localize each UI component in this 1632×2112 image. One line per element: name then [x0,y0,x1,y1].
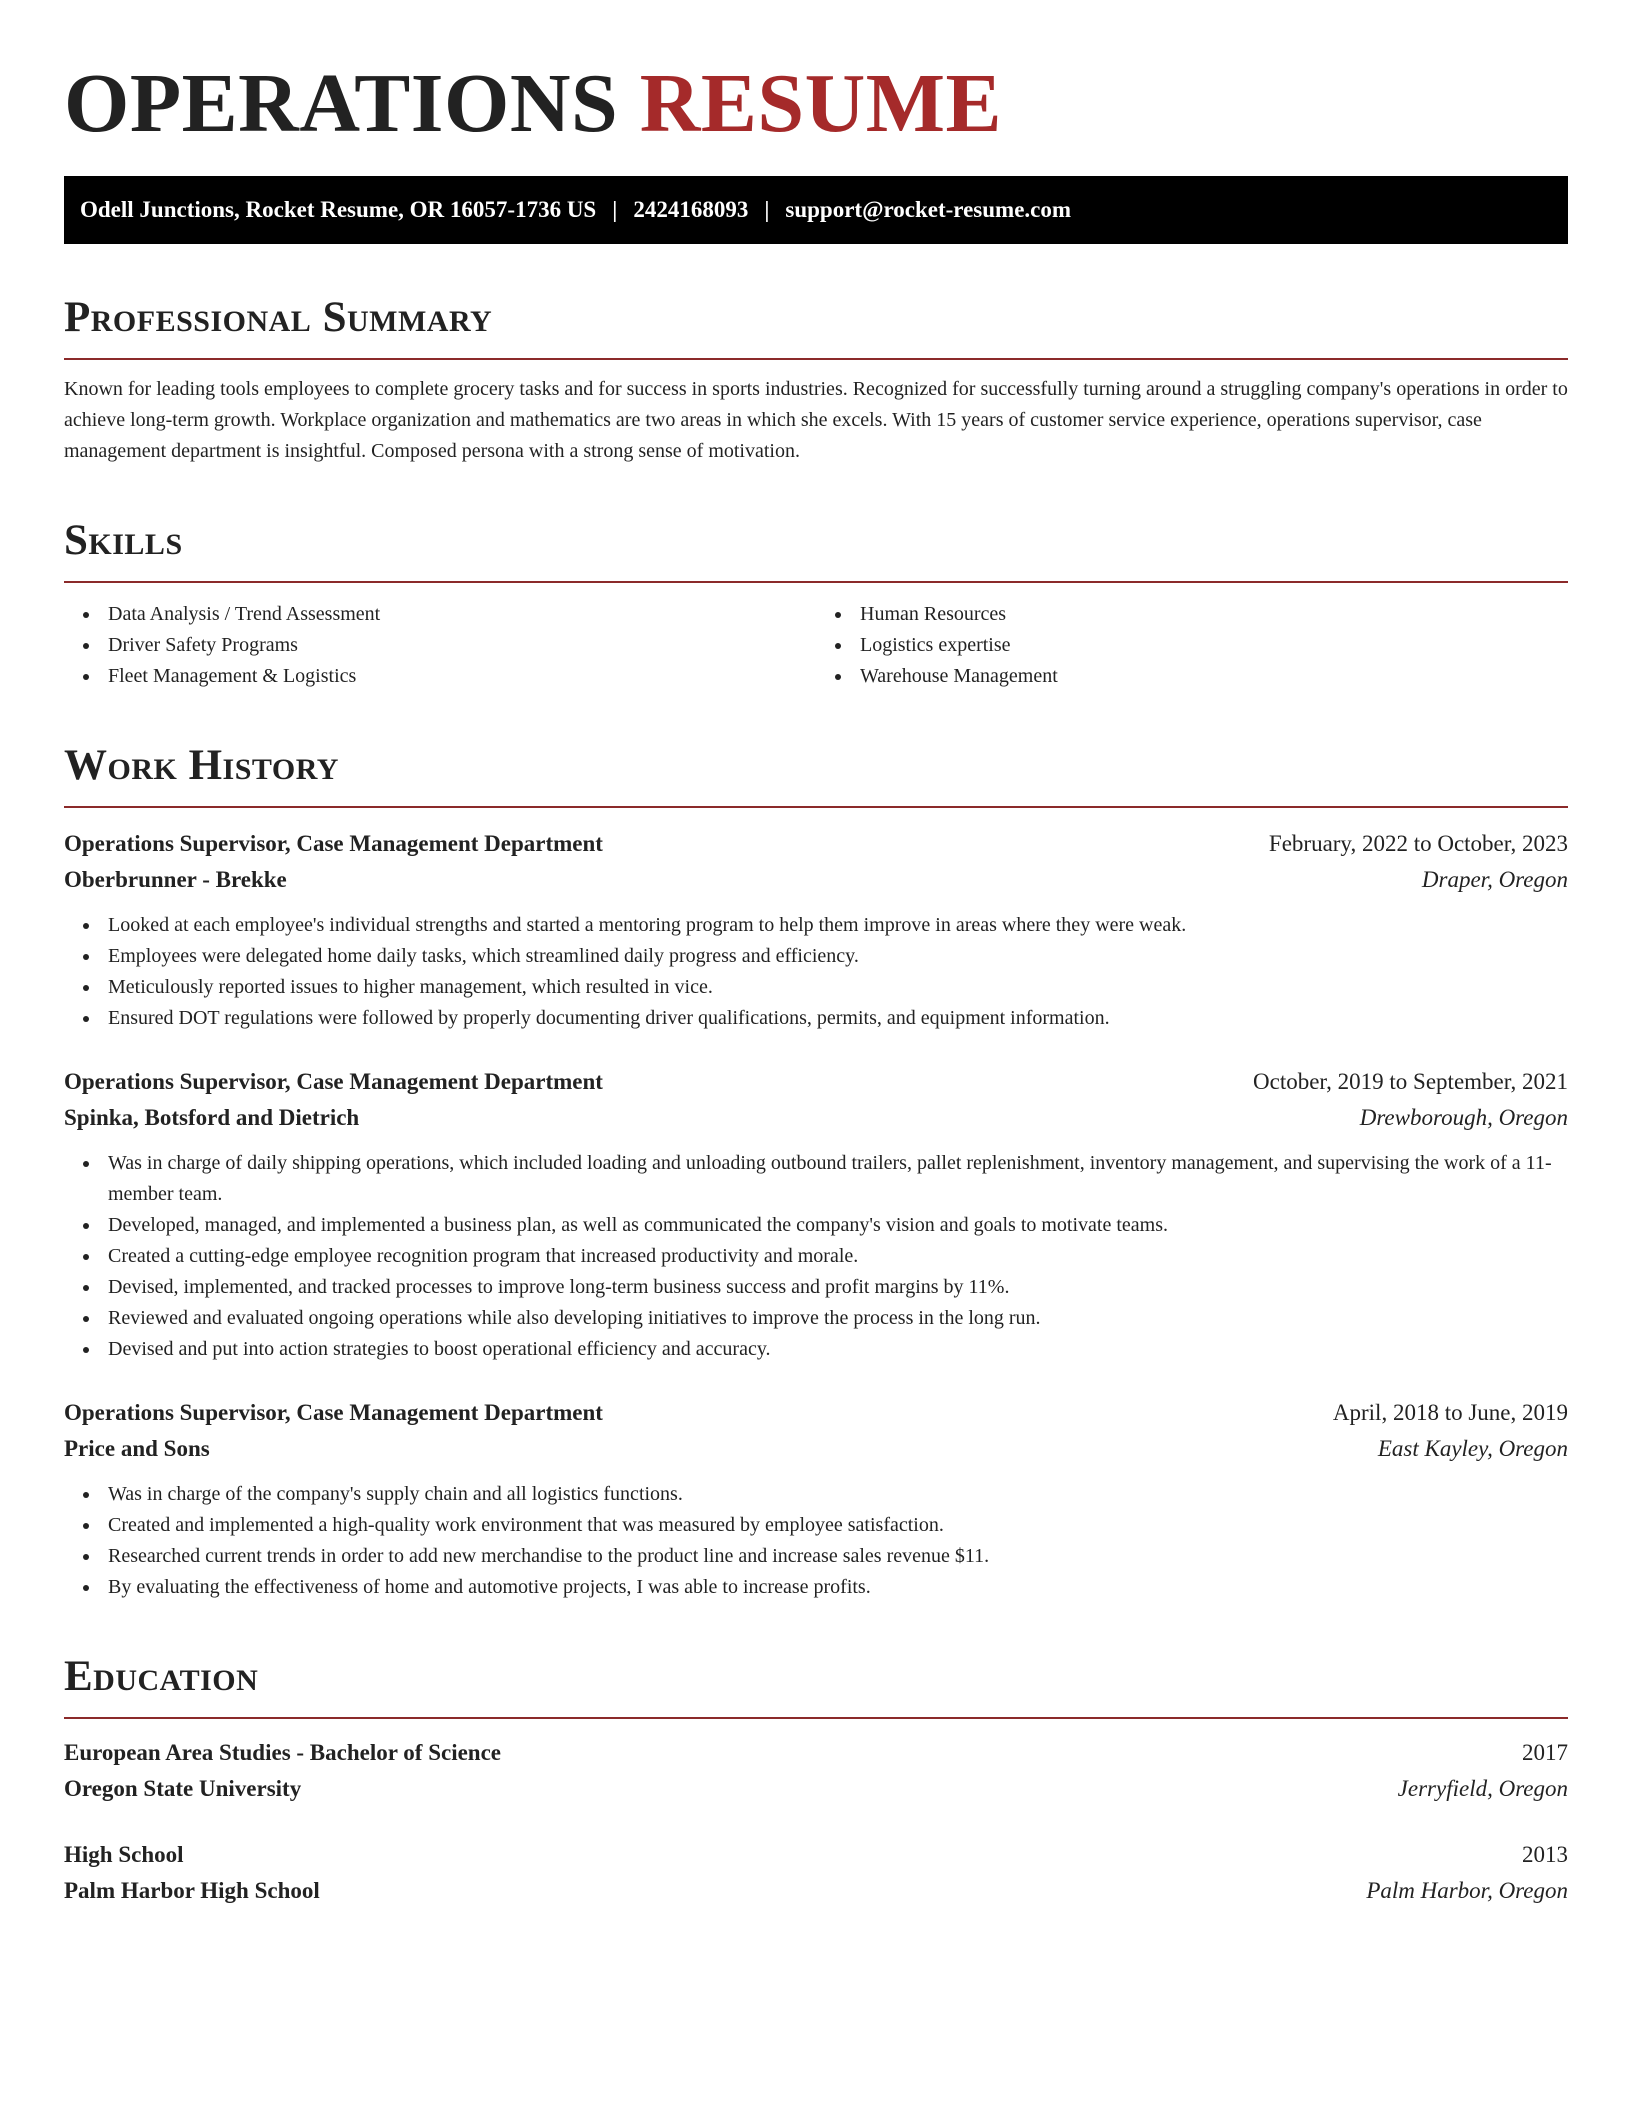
section-title-education: Education [64,1653,259,1700]
education-degree: European Area Studies - Bachelor of Science [64,1740,501,1765]
job-bullet: By evaluating the effectiveness of home and automotive projects, I was able to increase profits. [64,1572,1568,1603]
summary-section [64,292,1568,467]
work-history-section [64,740,1568,1603]
job-company-row [64,862,1568,898]
education-entry [64,1837,1568,1909]
skill-item: Logistics expertise [816,630,1568,661]
job-company: Spinka, Botsford and Dietrich [64,1105,360,1130]
education-location: Jerryfield, Oregon [1397,1776,1568,1801]
section-divider [64,358,1568,360]
section-divider [64,1717,1568,1719]
resume-title-second: RESUME [639,57,1003,150]
contact-separator: | [764,197,770,222]
job-location: Drewborough, Oregon [1359,1105,1568,1130]
contact-email: support@rocket-resume.com [785,197,1072,222]
job-dates: October, 2019 to September, 2021 [1253,1069,1568,1094]
job-header-row [64,826,1568,862]
contact-separator: | [612,197,618,222]
resume-title [64,56,1568,152]
job-entry [64,1064,1568,1365]
job-title: Operations Supervisor, Case Management Department [64,1400,603,1425]
job-bullets [64,1479,1568,1603]
job-bullet: Ensured DOT regulations were followed by properly documenting driver qualifications, permits, and equipment information. [64,1003,1568,1034]
job-bullet: Was in charge of daily shipping operations, which included loading and unloading outbound trailers, pallet replenishment, inventory management, and supervising the work of a 11-member team. [64,1148,1568,1210]
section-divider [64,581,1568,583]
section-title-work-history: Work History [64,742,339,789]
job-company: Price and Sons [64,1436,210,1461]
job-bullet: Developed, managed, and implemented a business plan, as well as communicated the company's vision and goals to motivate teams. [64,1210,1568,1241]
job-company-row [64,1431,1568,1467]
skills-section [64,515,1568,692]
job-bullet: Created and implemented a high-quality work environment that was measured by employee satisfaction. [64,1510,1568,1541]
section-title-skills: Skills [64,517,183,564]
education-degree-row [64,1735,1568,1771]
skill-item: Warehouse Management [816,661,1568,692]
skills-column-right [816,599,1568,692]
job-bullet: Employees were delegated home daily tasks, which streamlined daily progress and efficiency. [64,941,1568,972]
skills-column-left [64,599,816,692]
job-location: East Kayley, Oregon [1377,1436,1568,1461]
education-degree-row [64,1837,1568,1873]
skills-grid [64,599,1568,692]
job-entry [64,1395,1568,1603]
job-location: Draper, Oregon [1421,867,1568,892]
job-company: Oberbrunner - Brekke [64,867,287,892]
skill-item: Data Analysis / Trend Assessment [64,599,816,630]
job-bullet: Created a cutting-edge employee recognition program that increased productivity and morale. [64,1241,1568,1272]
education-location: Palm Harbor, Oregon [1366,1878,1568,1903]
job-dates: April, 2018 to June, 2019 [1332,1400,1568,1425]
job-header-row [64,1395,1568,1431]
job-bullets [64,1148,1568,1365]
job-company-row [64,1100,1568,1136]
contact-address: Odell Junctions, Rocket Resume, OR 16057-1736 US [80,197,597,222]
job-bullet: Was in charge of the company's supply chain and all logistics functions. [64,1479,1568,1510]
job-dates: February, 2022 to October, 2023 [1268,831,1568,856]
job-bullet: Devised and put into action strategies to boost operational efficiency and accuracy. [64,1334,1568,1365]
education-section [64,1651,1568,1909]
education-entry [64,1735,1568,1807]
skill-item: Fleet Management & Logistics [64,661,816,692]
resume-title-first: OPERATIONS [64,57,619,150]
job-bullets [64,910,1568,1034]
education-degree: High School [64,1842,184,1867]
education-year: 2013 [1522,1842,1568,1867]
job-bullet: Devised, implemented, and tracked processes to improve long-term business success and profit margins by 11%. [64,1272,1568,1303]
education-school-row [64,1771,1568,1807]
skill-item: Human Resources [816,599,1568,630]
section-title-summary: Professional Summary [64,294,493,341]
education-school: Palm Harbor High School [64,1878,320,1903]
job-title: Operations Supervisor, Case Management Department [64,1069,603,1094]
contact-phone: 2424168093 [633,197,749,222]
job-bullet: Meticulously reported issues to higher management, which resulted in vice. [64,972,1568,1003]
job-bullet: Reviewed and evaluated ongoing operations while also developing initiatives to improve the process in the long run. [64,1303,1568,1334]
education-school-row [64,1873,1568,1909]
skill-item: Driver Safety Programs [64,630,816,661]
contact-bar [64,176,1568,244]
job-bullet: Researched current trends in order to add new merchandise to the product line and increase sales revenue $11. [64,1541,1568,1572]
job-entry [64,826,1568,1034]
job-title: Operations Supervisor, Case Management Department [64,831,603,856]
section-divider [64,806,1568,808]
education-school: Oregon State University [64,1776,302,1801]
education-year: 2017 [1522,1740,1568,1765]
summary-text: Known for leading tools employees to complete grocery tasks and for success in sports industries. Recognized for successfully turning around a struggling company's operations in order to achieve long-term growth. Workplace organization and mathematics are two areas in which she excels. With 15 years of customer service experience, operations supervisor, case management department is insightful. Composed persona with a strong sense of motivation. [64,378,1568,462]
job-header-row [64,1064,1568,1100]
job-bullet: Looked at each employee's individual strengths and started a mentoring program to help them improve in areas where they were weak. [64,910,1568,941]
